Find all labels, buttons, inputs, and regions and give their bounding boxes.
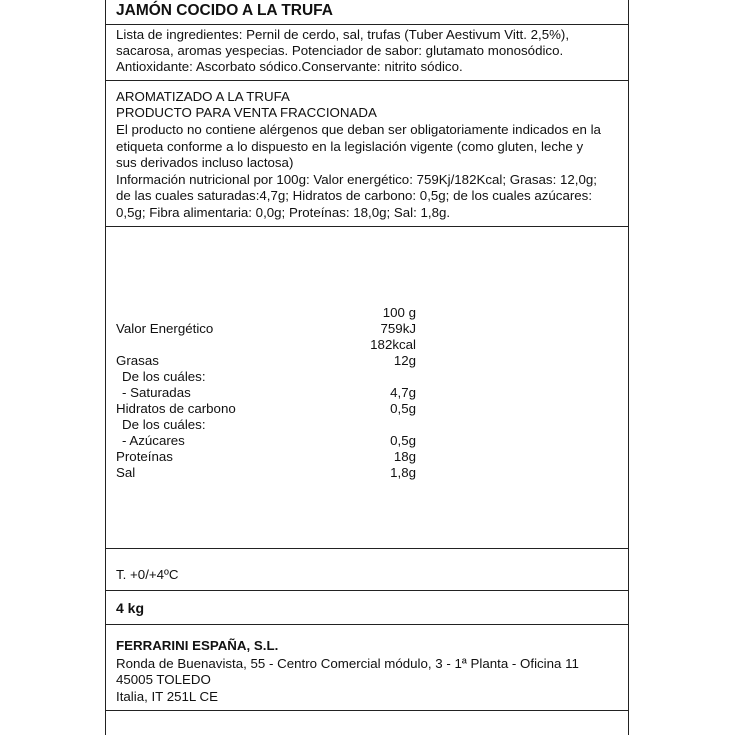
company-address-line-2: 45005 TOLEDO — [116, 672, 211, 687]
descriptor-sale-type: PRODUCTO PARA VENTA FRACCIONADA — [116, 105, 377, 120]
storage-divider — [106, 590, 628, 591]
nutrition-row-label: - Saturadas — [122, 385, 191, 400]
nutrition-row-value: 1,8g — [390, 465, 416, 480]
ingredients-line-3: Antioxidante: Ascorbato sódico.Conservante: nitrito sódico. — [116, 59, 463, 74]
company-name: FERRARINI ESPAÑA, S.L. — [116, 638, 279, 653]
allergen-line-3: sus derivados incluso lactosa) — [116, 155, 294, 170]
company-address-line-3: Italia, IT 251L CE — [116, 689, 218, 704]
nutrition-row-value: 18g — [393, 449, 416, 464]
nutrition-row-label: Proteínas — [116, 449, 173, 464]
nutrition-row-value: 182kcal — [370, 337, 416, 352]
nutrition-table-header: 100 g — [382, 305, 416, 320]
summary-divider — [106, 226, 628, 227]
nutrition-row-value: 0,5g — [390, 401, 416, 416]
ingredients-line-1: Lista de ingredientes: Pernil de cerdo, sal, trufas (Tuber Aestivum Vitt. 2,5%), — [116, 27, 570, 42]
weight-divider — [106, 624, 628, 625]
ingredients-line-2: sacarosa, aromas yespecias. Potenciador de sabor: glutamato monosódico. — [116, 43, 564, 58]
nutrition-row-value: 0,5g — [390, 433, 416, 448]
nutrition-summary-line-3: 0,5g; Fibra alimentaria: 0,0g; Proteínas: 18,0g; Sal: 1,8g. — [116, 205, 451, 220]
nutrition-row-label: De los cuáles: — [122, 417, 206, 432]
nutrition-row-label: Sal — [116, 465, 136, 480]
nutrition-row-value: 12g — [393, 353, 416, 368]
nutrition-row-value: 759kJ — [380, 321, 416, 336]
allergen-line-1: El producto no contiene alérgenos que deban ser obligatoriamente indicados en la — [116, 122, 601, 137]
ingredients-divider — [106, 80, 628, 81]
nutrition-row-value: 4,7g — [390, 385, 416, 400]
nutrition-row-label: Hidratos de carbono — [116, 401, 236, 416]
nutrition-row-label: De los cuáles: — [122, 369, 206, 384]
product-label — [105, 0, 629, 735]
bottom-divider — [106, 710, 628, 711]
product-title: JAMÓN COCIDO A LA TRUFA — [116, 2, 333, 19]
nutrition-row-label: Grasas — [116, 353, 159, 368]
net-weight: 4 kg — [116, 600, 145, 616]
nutrition-summary-line-1: Información nutricional por 100g: Valor energético: 759Kj/182Kcal; Grasas: 12,0g; — [116, 172, 597, 187]
title-divider — [106, 24, 628, 25]
company-address-line-1: Ronda de Buenavista, 55 - Centro Comercial módulo, 3 - 1ª Planta - Oficina 11 — [116, 656, 579, 671]
nutrition-row-label: - Azúcares — [122, 433, 185, 448]
nutrition-row-label: Valor Energético — [116, 321, 214, 336]
descriptor-flavour: AROMATIZADO A LA TRUFA — [116, 89, 290, 104]
allergen-line-2: etiqueta conforme a lo dispuesto en la legislación vigente (como gluten, leche y — [116, 139, 584, 154]
table-divider — [106, 548, 628, 549]
nutrition-summary-line-2: de las cuales saturadas:4,7g; Hidratos de carbono: 0,5g; de los cuales azúcares: — [116, 188, 593, 203]
storage-temperature: T. +0/+4ºC — [116, 567, 179, 582]
